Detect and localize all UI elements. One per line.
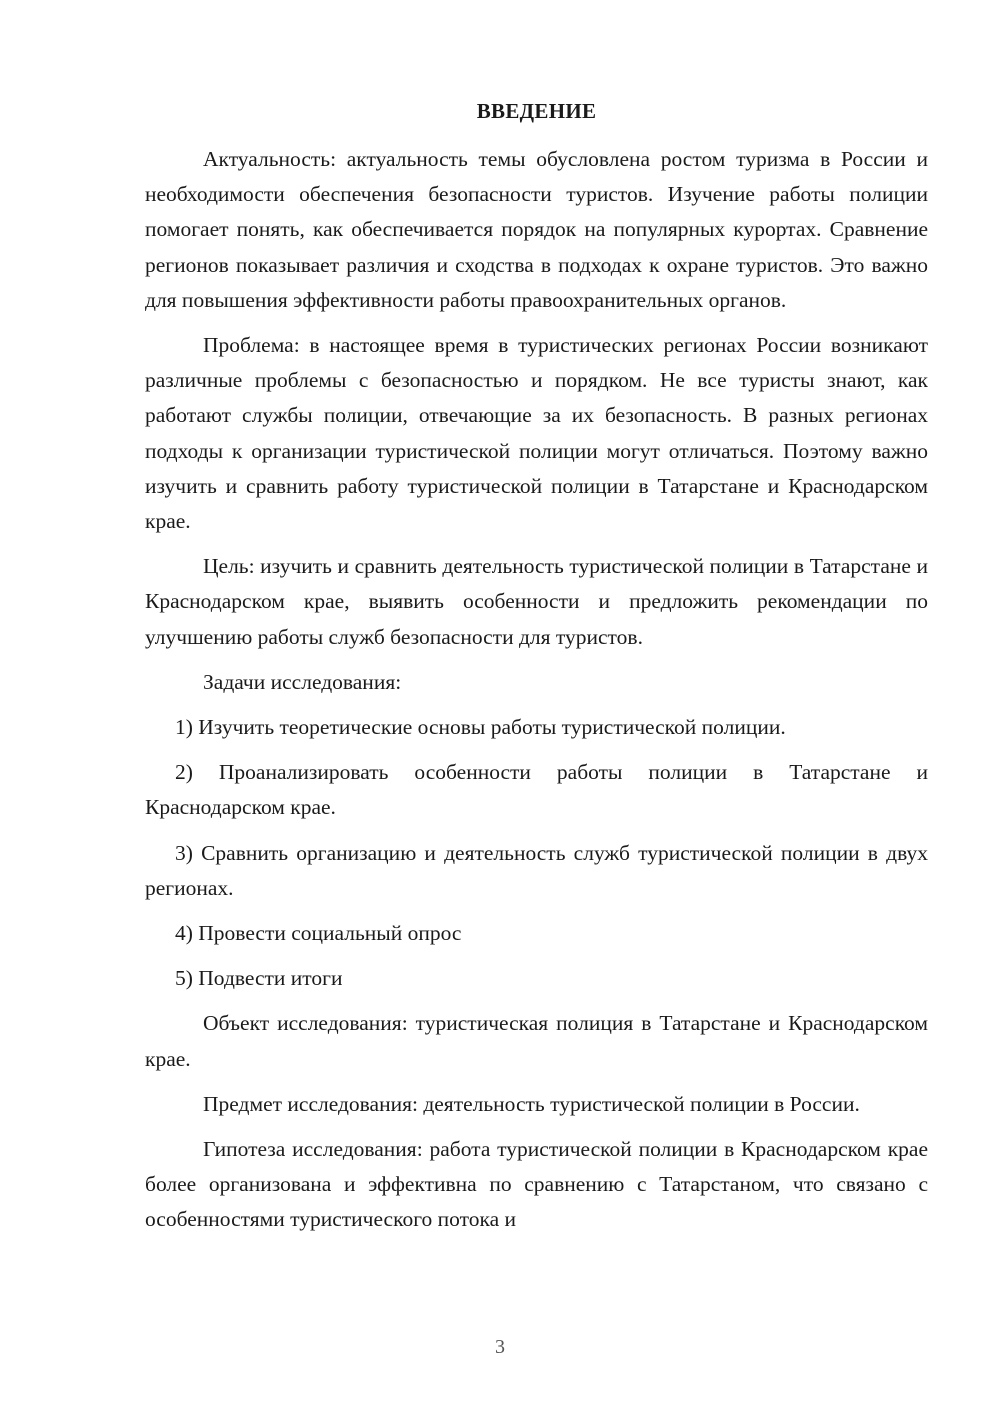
paragraph-tasks-heading: Задачи исследования: [203,669,402,694]
paragraph-hypothesis: Гипотеза исследования: работа туристической полиции в Краснодарском крае более организована и эффективна по сравнению с Татарстаном, что связано с особенностями туристического потока и [145,1137,928,1232]
page-number: 3 [495,1336,505,1358]
paragraph-goal: Цель: изучить и сравнить деятельность туристической полиции в Татарстане и Краснодарском крае, выявить особенности и предложить рекомендации по улучшению работы служб безопасности для туристов. [145,554,928,649]
paragraph-relevance: Актуальность: актуальность темы обусловлена ростом туризма в России и необходимости обеспечения безопасности туристов. Изучение работы полиции помогает понять, как обеспечивается порядок на популярных курортах. Сравнение регионов показывает различия и сходства в подходах к охране туристов. Это важно для повышения эффективности работы правоохранительных органов. [145,147,928,312]
paragraph-problem: Проблема: в настоящее время в туристических регионах России возникают различные проблемы с безопасностью и порядком. Не все туристы знают, как работают службы полиции, отвечающие за их безопасность. В разных регионах подходы к организации туристической полиции могут отличаться. Поэтому важно изучить и сравнить работу туристической полиции в Татарстане и Краснодарском крае. [145,333,928,534]
page-title: ВВЕДЕНИЕ [476,99,597,123]
paragraph-subject: Предмет исследования: деятельность туристической полиции в России. [203,1091,860,1116]
task-item-5: 5) Подвести итоги [175,966,343,991]
task-item-2: 2) Проанализировать особенности работы полиции в Татарстане и Краснодарском крае. [145,760,928,820]
task-item-3: 3) Сравнить организацию и деятельность служб туристической полиции в двух регионах. [145,840,928,900]
document-body [145,142,928,1248]
paragraph-object: Объект исследования: туристическая полиция в Татарстане и Краснодарском крае. [145,1011,928,1071]
task-item-4: 4) Провести социальный опрос [175,921,462,946]
task-item-1: 1) Изучить теоретические основы работы туристической полиции. [175,715,786,740]
